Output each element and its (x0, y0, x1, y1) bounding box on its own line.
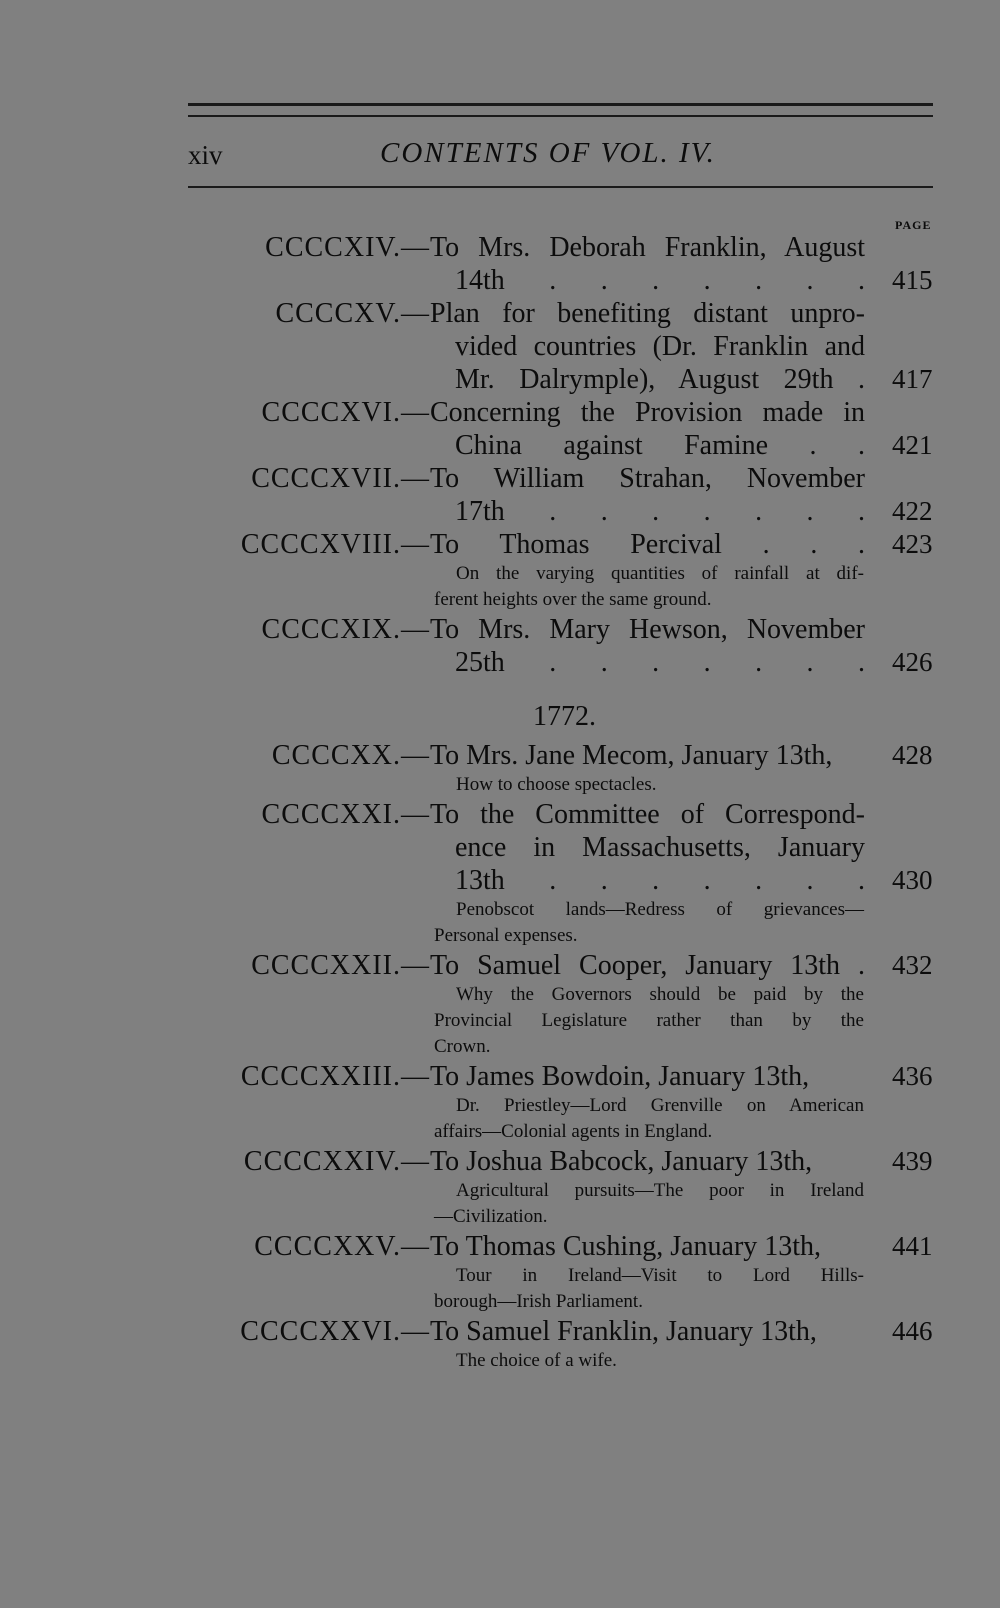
entry-numeral: CCCCXXII.— (251, 950, 430, 981)
entry-summary: Provincial Legislature rather than by the (434, 1010, 864, 1031)
entry-title-continued: ence in Massachusetts, January (455, 832, 865, 863)
entry-summary: borough—Irish Parliament. (434, 1291, 643, 1312)
toc-entry (0, 739, 1000, 798)
entry-summary: ferent heights over the same ground. (434, 589, 712, 610)
entry-summary: Penobscot lands—Redress of grievances— (456, 899, 864, 920)
entry-title: To Mrs. Deborah Franklin, August (430, 232, 865, 263)
toc-entry (0, 798, 1000, 949)
entry-summary: Personal expenses. (434, 925, 578, 946)
entry-title-continued: vided countries (Dr. Franklin and (455, 331, 865, 362)
entry-numeral: CCCCXXIV.— (243, 1146, 430, 1177)
entry-summary: Tour in Ireland—Visit to Lord Hills- (456, 1265, 864, 1286)
toc-entry (0, 462, 1000, 528)
page-column-label: PAGE (895, 218, 932, 232)
entry-summary: —Civilization. (434, 1206, 548, 1227)
entry-page-number: 432 (892, 950, 933, 980)
entry-title: To the Committee of Correspond- (430, 799, 865, 830)
toc-entry (0, 297, 1000, 396)
entry-summary: How to choose spectacles. (456, 774, 657, 795)
entry-page-number: 436 (892, 1061, 933, 1091)
entry-page-number: 441 (892, 1231, 933, 1261)
entry-title-continued: Mr. Dalrymple), August 29th . (455, 364, 865, 395)
toc-entry (0, 1145, 1000, 1230)
entry-title: To Mrs. Jane Mecom, January 13th, (430, 740, 833, 771)
header-rule-bottom (188, 186, 933, 188)
toc-entry (0, 231, 1000, 297)
entry-summary: Why the Governors should be paid by the (456, 984, 864, 1005)
entry-page-number: 430 (892, 865, 933, 895)
entry-numeral: CCCCXIX.— (261, 614, 430, 645)
page-folio: xiv (188, 140, 223, 170)
entry-summary: The choice of a wife. (456, 1350, 617, 1371)
entry-title: Concerning the Provision made in (430, 397, 865, 428)
entry-title-continued: 17th . . . . . . . (455, 496, 865, 527)
entry-numeral: CCCCXX.— (271, 740, 430, 771)
entry-title-continued: 13th . . . . . . . (455, 865, 865, 896)
entry-numeral: CCCCXV.— (275, 298, 430, 329)
toc-entry (0, 1230, 1000, 1315)
entry-page-number: 415 (892, 265, 933, 295)
entry-summary: On the varying quantities of rainfall at dif- (456, 563, 864, 584)
entry-title: Plan for benefiting distant unpro- (430, 298, 865, 329)
toc-entry (0, 396, 1000, 462)
entry-page-number: 428 (892, 740, 933, 770)
entry-page-number: 423 (892, 529, 933, 559)
header-rule-top (188, 103, 933, 106)
entry-title-continued: China against Famine . . (455, 430, 865, 461)
entry-numeral: CCCCXXV.— (254, 1231, 430, 1262)
entry-numeral: CCCCXXI.— (261, 799, 430, 830)
entry-numeral: CCCCXVI.— (261, 397, 430, 428)
entry-title: To Samuel Franklin, January 13th, (430, 1316, 817, 1347)
entry-numeral: CCCCXVII.— (251, 463, 430, 494)
toc-entry (0, 949, 1000, 1060)
entry-page-number: 417 (892, 364, 933, 394)
entry-page-number: 422 (892, 496, 933, 526)
entry-page-number: 421 (892, 430, 933, 460)
entry-title: To Joshua Babcock, January 13th, (430, 1146, 813, 1177)
entry-numeral: CCCCXXIII.— (240, 1061, 430, 1092)
entry-title: To Thomas Cushing, January 13th, (430, 1231, 822, 1262)
entry-summary: Crown. (434, 1036, 491, 1057)
entry-page-number: 426 (892, 647, 933, 677)
toc-entry (0, 1315, 1000, 1374)
entry-numeral: CCCCXXVI.— (240, 1316, 430, 1347)
toc-entry (0, 1060, 1000, 1145)
year-label: 1772. (533, 701, 596, 732)
running-title: CONTENTS OF VOL. IV. (380, 137, 716, 169)
entry-title: To Thomas Percival . . . (430, 529, 865, 560)
toc-entry (0, 528, 1000, 613)
entry-summary: Agricultural pursuits—The poor in Ireland (456, 1180, 864, 1201)
entry-numeral: CCCCXIV.— (265, 232, 430, 263)
entry-summary: Dr. Priestley—Lord Grenville on American (456, 1095, 864, 1116)
toc-entry (0, 613, 1000, 679)
header-rule-second (188, 115, 933, 117)
entry-title: To Mrs. Mary Hewson, November (430, 614, 865, 645)
entry-title: To James Bowdoin, January 13th, (430, 1061, 810, 1092)
entry-title-continued: 25th . . . . . . . (455, 647, 865, 678)
entry-summary: affairs—Colonial agents in England. (434, 1121, 713, 1142)
entry-numeral: CCCCXVIII.— (240, 529, 430, 560)
table-of-contents (0, 231, 1000, 1374)
entry-title-continued: 14th . . . . . . . (455, 265, 865, 296)
entry-page-number: 439 (892, 1146, 933, 1176)
entry-title: To Samuel Cooper, January 13th . (430, 950, 865, 981)
entry-title: To William Strahan, November (430, 463, 865, 494)
entry-page-number: 446 (892, 1316, 933, 1346)
year-heading (0, 679, 1000, 739)
